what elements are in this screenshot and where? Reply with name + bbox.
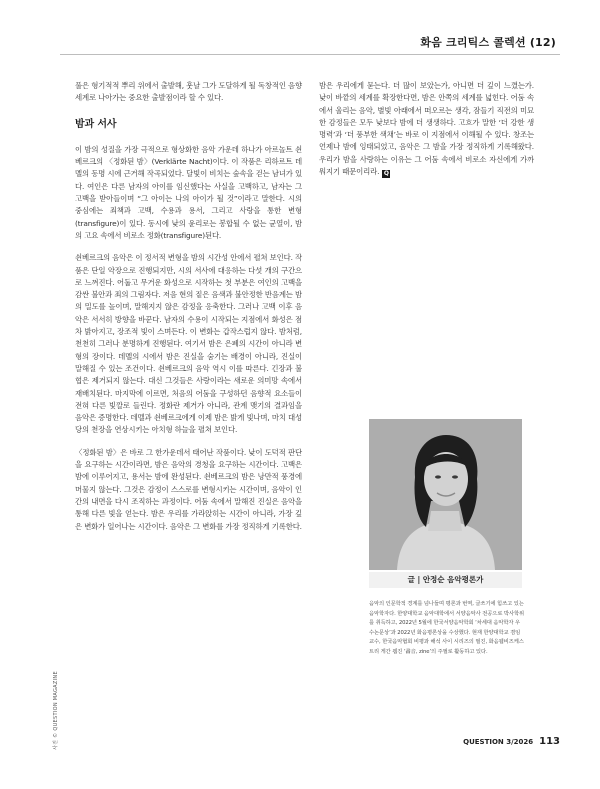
page-number: 113 — [539, 736, 560, 747]
body-paragraph-3: 〈정화된 밤〉은 바로 그 한가운데서 태어난 작품이다. 낮이 도덕적 판단을 요구하는 시간이라면, 밤은 음악의 경청을 요구하는 시간이다. 고백은 밤에 이루어지고, 용서는 밤에 완성된다. 쇤베르크의 밤은 낭만적 풍경에 머물지 않는다. 그것은 감정이 스스로를 변형시키는 시간이며, 음악이 인간의 내면을 다시 조직하는 과정이다. 어둠 속에서 말해진 진실은 음악을 통해 다른 빛을 얻는다. 밤은 우리를 가라앉히는 시간이 아니라, 가장 깊은 변화가 일어나는 시간이다. 음악은 그 변화를 가장 정직하게 기록한다. — [75, 447, 302, 531]
author-bio: 음악의 인문학적 경계를 넘나들며 평론과 번역, 글쓰기에 힘쓰고 있는 음악학자다. 한양대학교 음악대학에서 서양음악사 전공으로 박사학위를 취득하고, 2022년 5월에 한국서양음악학회 ‘차세대 음악학자 우수논문상’과 2022년 화음평론상을 수상했다. 현재 한양대학교 겸임교수, 한국음악협회 비평과 해석 사이 시리즈의 필진, 화음웹비즈케스트리 게간 웹진 ‘畵音, zine’의 주필로 활동하고 있다. — [369, 601, 524, 655]
body-paragraph-1: 이 밤의 성질을 가장 극적으로 형상화한 음악 가운데 하나가 아르놀트 쇤베르크의 〈정화된 밤〉(Verklärte Nacht)이다. 이 작품은 리하르트 데멜의 동명 시에 근거해 작곡되었다. 달빛이 비치는 숲속을 걷는 남녀가 있다. 여인은 다른 남자의 아이를 임신했다는 사실을 고백하고, 남자는 그 고백을 받아들이며 “그 아이는 나의 아이가 될 것”이라고 말한다. 시의 중심에는 죄책과 고백, 수용과 용서, 그리고 사랑을 통한 변형(transfigure)이 있다. 동시에 낮의 윤리로는 봉합될 수 없는 균열이, 밤의 고요 속에서 비로소 정화(transfigure)된다. — [75, 144, 302, 240]
series-title: 화음 크리틱스 콜렉션 (12) — [420, 36, 556, 49]
intro-paragraph: 풀은 형기적적 뿌리 위에서 출발해, 훗날 그가 도달하게 될 독창적인 음향 세계로 나아가는 중요한 출발점이라 할 수 있다. — [75, 81, 302, 103]
header-rule — [60, 54, 560, 55]
right-column — [319, 80, 534, 188]
author-portrait-icon — [369, 419, 522, 570]
issue-label: QUESTION 3/2026 — [463, 738, 534, 746]
body-paragraph-2: 쇤베르크의 음악은 이 정서적 변형을 밤의 시간성 안에서 펼쳐 보인다. 작품은 단일 악장으로 진행되지만, 시의 서사에 대응하는 다섯 개의 구간으로 느껴진다. 어둡고 무거운 화성으로 시작하는 첫 부분은 여인의 고백을 감싼 불안과 죄의 그림자다. 저음 현의 짙은 음색과 불안정한 반음계는 밤의 밀도를 높이며, 말해지지 않은 감정을 응축한다. 그러나 고백 이후 음악은 서서히 방향을 바꾼다. 남자의 수용이 시작되는 지점에서 화성은 점차 밝아지고, 장조적 빛이 스며든다. 이 변화는 갑작스럽지 않다. 밤처럼, 천천히 그러나 분명하게 진행된다. 여기서 밤은 은폐의 시간이 아니라 변형의 장이다. 데멜의 시에서 밤은 진실을 숨기는 배경이 아니라, 진실이 말해질 수 있는 조건이다. 쇤베르크의 음악 역시 이를 따른다. 긴장과 불협은 제거되지 않는다. 대신 그것들은 사랑이라는 새로운 의미망 속에서 재배치된다. 마지막에 이르면, 처음의 어둠을 구성하던 음향적 요소들이 전혀 다른 빛깔로 들린다. 정화란 제거가 아니라, 관계 맺기의 결과임을 음악은 증명한다. 데멜과 쇤베르크에게 이제 밤은 밝게 빛나며, 마치 대성당의 천장을 연상시키는 아치형 하늘을 펼쳐 보인다. — [75, 253, 302, 435]
page-footer — [463, 736, 560, 747]
section-title: 밤과 서사 — [75, 118, 117, 130]
end-mark-icon: Q — [383, 170, 389, 178]
closing-paragraph — [319, 80, 534, 178]
left-column — [75, 80, 302, 543]
author-label: 글 | 안정순 음악평론가 — [369, 572, 522, 588]
author-photo — [369, 419, 522, 570]
side-photo-credit: 사진 © QUESTION MAGAZINE — [53, 671, 59, 750]
closing-text: 밤은 우리에게 묻는다. 더 많이 보았는가, 아니면 더 깊이 느꼈는가. 낮이 바깥의 세계를 확장한다면, 밤은 안쪽의 세계를 넓힌다. 어둠 속에서 울리는 음악, 별빛 아래에서 떠오르는 생각, 잠들기 직전의 미묘한 감정들은 모두 낮보다 밤에 더 생생하다. 고흐가 말한 ‘더 강한 생명력’과 ‘더 풍부한 색채’는 바로 이 지점에서 이해될 수 있다. 창조는 언제나 밤에 잉태되었고, 음악은 그 밤을 가장 정직하게 기록해왔다. 우리가 밤을 사랑하는 이유는 그 어둠 속에서 비로소 자신에게 가까워지기 때문이리라. — [319, 81, 534, 177]
